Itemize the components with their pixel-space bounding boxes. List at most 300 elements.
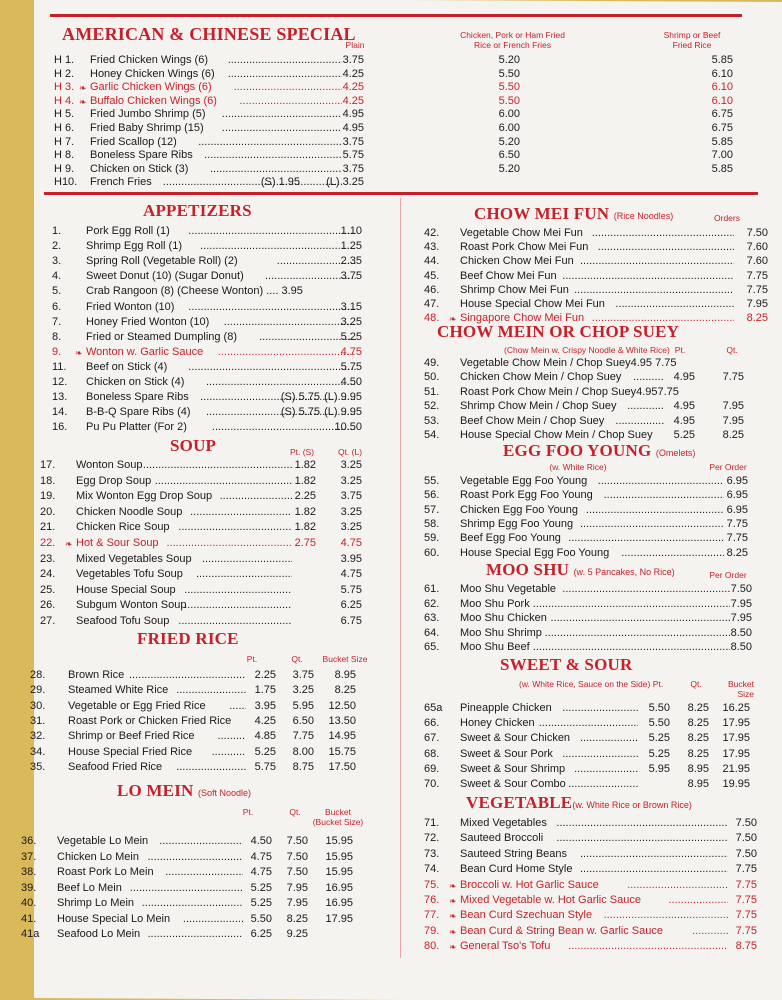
item-price: 7.50 (746, 227, 768, 239)
item-number: 65a (424, 702, 443, 714)
item-price: 15.75 (328, 745, 356, 758)
item-price: 7.95 (286, 897, 308, 909)
item-name: Beef on Stick (4) (86, 360, 168, 373)
item-price: 15.95 (325, 866, 353, 878)
egg-foo-young-subtitle: (Omelets) (655, 448, 696, 458)
item-name: House Special Chow Mei Fun (460, 298, 605, 310)
item-price: 7.50 (735, 832, 757, 845)
pepper-icon: ❧ (449, 314, 457, 325)
item-price: 4.75 (340, 568, 362, 581)
sweet-sour-subtitle: (w. White Rice, Sauce on the Side) (519, 679, 651, 689)
item-number: 61. (424, 583, 440, 595)
pepper-icon: ❧ (65, 539, 73, 549)
menu-item (424, 546, 770, 560)
item-number: 18. (40, 474, 56, 487)
menu-item (30, 714, 390, 728)
menu-item (424, 269, 770, 283)
pepper-icon: ❧ (449, 926, 457, 937)
menu-item (424, 488, 770, 502)
item-price: 3.95 (254, 699, 276, 712)
item-price: 6.75 (711, 122, 733, 134)
menu-item (424, 908, 770, 922)
item-name: Shrimp Lo Mein (57, 897, 135, 909)
col-header-plain: Plain (345, 40, 365, 50)
item-name: Beef Chow Mei Fun (460, 269, 557, 282)
menu-item (424, 611, 770, 625)
item-number: 11. (52, 360, 67, 373)
item-price: 6.50 (292, 714, 314, 727)
item-price: 17.50 (328, 760, 356, 773)
item-price: 5.25 (648, 747, 670, 760)
menu-item (52, 330, 392, 344)
menu-item (54, 135, 744, 149)
item-price: 6.25 (340, 599, 362, 612)
item-price: 4.50 (250, 835, 272, 847)
pepper-icon: ❧ (79, 96, 87, 107)
menu-item (424, 226, 770, 240)
item-number: 43. (424, 241, 440, 254)
item-number: 36. (21, 835, 37, 847)
menu-item (424, 747, 770, 761)
item-number: 31. (30, 714, 46, 727)
item-name: Beef Chow Mein / Chop Suey (460, 414, 605, 427)
item-number: 46. (424, 283, 440, 296)
menu-item (424, 878, 770, 892)
item-price: 7.75 (726, 517, 748, 530)
item-number: 80. (424, 940, 440, 953)
menu-item (424, 517, 770, 531)
item-number: 74. (424, 863, 440, 876)
item-number: 20. (40, 505, 56, 518)
item-price: 4.95 (673, 414, 695, 427)
item-name: Fried Wonton (10) (86, 300, 175, 313)
item-price: 5.50 (648, 702, 670, 714)
menu-item (424, 428, 770, 442)
item-number: 69. (424, 762, 440, 775)
item-price: 5.20 (498, 162, 520, 175)
item-number: 21. (40, 521, 56, 534)
menu-item (54, 107, 744, 121)
item-price: 5.25 (250, 881, 272, 894)
item-number: 19. (40, 490, 56, 503)
item-name: Sweet & Sour Combo (460, 778, 566, 790)
item-number: 1. (52, 225, 62, 237)
item-number: 68. (424, 747, 440, 760)
col-header-fr-qt: Qt. (291, 654, 303, 664)
item-price: 7.50 (286, 866, 308, 878)
item-name: Mixed Vegetables Soup (76, 552, 192, 565)
item-name: Chicken on Stick (3) (90, 162, 189, 175)
item-price: 1.25 (340, 240, 362, 253)
menu-item (21, 912, 391, 926)
egg-foo-young-note: (w. White Rice) (549, 462, 607, 472)
item-name: Vegetables Tofu Soup (76, 568, 183, 581)
item-price: 16.95 (325, 897, 353, 909)
menu-item (424, 893, 770, 907)
item-price: 7.50 (286, 850, 308, 863)
item-name: Wonton w. Garlic Sauce (86, 345, 204, 358)
item-number: 41. (21, 912, 37, 925)
item-number: 34. (30, 745, 46, 758)
item-number: 55. (424, 475, 440, 487)
item-price: 4.85 (254, 730, 276, 743)
item-price: 5.95 (292, 699, 314, 712)
item-price: 12.50 (328, 699, 356, 712)
menu-item (40, 552, 390, 566)
item-price: 8.95 (687, 778, 709, 790)
item-price: 5.50 (498, 67, 520, 80)
item-number: 51. (424, 385, 440, 398)
item-number: 9. (52, 345, 62, 358)
item-price: 7.00 (711, 149, 733, 162)
menu-item (21, 881, 391, 895)
item-name: Moo Shu Chicken (460, 612, 547, 625)
item-name: Brown Rice (68, 669, 125, 681)
item-number: 44. (424, 255, 440, 268)
item-number: 67. (424, 732, 440, 745)
menu-item (54, 175, 744, 189)
item-price: 4.75 (250, 866, 272, 878)
item-number: 42. (424, 227, 440, 239)
menu-item (30, 745, 390, 759)
menu-item (424, 939, 770, 953)
item-price: 2.25 (254, 669, 276, 681)
item-price: 6.50 (498, 149, 520, 162)
item-price: 6.10 (711, 67, 733, 80)
menu-item (52, 420, 392, 434)
item-price: 5.75 (340, 360, 362, 373)
item-price: 8.00 (292, 745, 314, 758)
item-number: 76. (424, 894, 440, 906)
item-price: 2.25 (294, 490, 316, 503)
menu-item (424, 777, 770, 791)
item-price: 14.95 (328, 730, 356, 743)
col-header-cm-qt: Qt. (726, 345, 738, 355)
item-number: 32. (30, 730, 46, 743)
item-price: 7.75 (735, 924, 757, 937)
item-name: Roast Pork or Chicken Fried Rice (68, 714, 232, 727)
menu-item (424, 399, 770, 413)
item-number: 60. (424, 546, 440, 559)
item-name: Hot & Sour Soup (76, 537, 159, 549)
item-number: 2. (52, 240, 62, 253)
item-number: 8. (52, 330, 62, 343)
lo-mein-subtitle: (Soft Noodle) (197, 788, 251, 798)
item-price: 5.85 (711, 54, 733, 66)
item-price: 4.75 (340, 537, 362, 549)
item-number: 65. (424, 641, 440, 654)
item-name: Mix Wonton Egg Drop Soup (76, 490, 213, 503)
item-price: 5.20 (498, 54, 520, 66)
item-name: Mixed Vegetables (460, 817, 547, 829)
pepper-icon: ❧ (79, 83, 87, 94)
item-number: 39. (21, 881, 37, 894)
item-number: H 4. (54, 94, 75, 107)
pepper-icon: ❧ (75, 347, 83, 358)
item-price: 4.95 (673, 400, 695, 413)
menu-item (52, 284, 392, 298)
section-title-egg-foo-young: EGG FOO YOUNG (Omelets) (503, 441, 696, 460)
item-name: Sweet Donut (10) (Sugar Donut) (86, 270, 244, 283)
item-price: 8.25 (687, 702, 709, 714)
menu-item (40, 567, 390, 581)
menu-item (54, 80, 744, 94)
menu-item (52, 269, 392, 283)
item-price: 4.95 (673, 371, 695, 384)
item-number: 5. (52, 285, 62, 298)
menu-item (54, 53, 744, 67)
item-name: B-B-Q Spare Ribs (4) (86, 406, 191, 419)
menu-item (424, 240, 770, 254)
item-number: 16. (52, 421, 68, 434)
item-price: 7.60 (746, 255, 768, 268)
menu-item (52, 254, 392, 268)
item-name: Roast Pork Lo Mein (57, 866, 154, 878)
item-price: 1.10 (340, 225, 362, 237)
item-name: Chicken Rice Soup (76, 521, 170, 534)
item-number: 56. (424, 489, 440, 502)
section-title-fried-rice: FRIED RICE (137, 629, 239, 648)
item-number: H 2. (54, 67, 75, 80)
item-name: Chicken on Stick (4) (86, 376, 185, 388)
item-number: 64. (424, 626, 440, 639)
item-price: 17.95 (722, 717, 750, 730)
col-header-ss-qt: Qt. (690, 679, 702, 689)
menu-item (424, 582, 770, 596)
item-price: 5.85 (711, 162, 733, 175)
item-name: Buffalo Chicken Wings (6) (90, 94, 217, 107)
item-price: 3.75 (340, 490, 362, 503)
leader-dots (184, 598, 292, 612)
item-price: 7.95 (730, 612, 752, 625)
item-price: 3.75 (340, 270, 362, 283)
item-number: 45. (424, 269, 440, 282)
item-price: 4.25 (342, 81, 364, 94)
item-number: 53. (424, 414, 440, 427)
item-price: 7.75 (726, 532, 748, 545)
item-number: 48. (424, 312, 440, 325)
item-name: House Special Lo Mein (57, 912, 171, 925)
item-name: Pineapple Chicken (460, 702, 552, 714)
item-price: 6.95 (726, 475, 748, 487)
menu-item (40, 598, 390, 612)
item-price: 8.25 (722, 429, 744, 441)
item-name: Honey Chicken Wings (6) (90, 67, 215, 80)
menu-item (424, 385, 770, 399)
menu-item (21, 865, 391, 879)
item-name: Moo Shu Vegetable (460, 583, 557, 595)
item-name: Pu Pu Platter (For 2) (86, 421, 187, 434)
item-number: 7. (52, 315, 62, 328)
item-price-small: (S) 5.75 (280, 391, 320, 404)
item-name: Vegetable Lo Mein (57, 835, 149, 847)
item-price: 6.25 (250, 928, 272, 940)
item-price: (L) 3.25 (326, 176, 364, 189)
section-title-lo-mein: LO MEIN (Soft Noodle) (117, 781, 251, 800)
col-header-rice: Chicken, Pork or Ham Fried Rice or French Fries (460, 30, 565, 50)
item-name: Shrimp Chow Mein / Chop Suey (460, 400, 617, 413)
item-price: 2.75 (294, 537, 316, 549)
item-name: Honey Fried Wonton (10) (86, 315, 210, 328)
item-price: 3.25 (340, 459, 362, 471)
item-price: 1.82 (294, 505, 316, 518)
chow-mei-fun-subtitle: (Rice Noodles) (613, 211, 674, 221)
item-number: 52. (424, 400, 440, 413)
menu-item (424, 626, 770, 640)
item-name: Roast Pork Chow Mei Fun (460, 241, 589, 254)
item-price: 5.50 (498, 94, 520, 107)
item-number: 63. (424, 612, 440, 625)
menu-item (424, 503, 770, 517)
item-number: 59. (424, 532, 440, 545)
item-price: 16.25 (722, 702, 750, 714)
item-price: 3.75 (342, 162, 364, 175)
item-name: Mixed Vegetable w. Hot Garlic Sauce (460, 894, 641, 906)
item-name: Pork Egg Roll (1) (86, 225, 170, 237)
menu-item (424, 816, 770, 830)
item-name: House Special Soup (76, 583, 176, 596)
menu-item (54, 121, 744, 135)
item-number: 37. (21, 850, 37, 863)
leader-dots (178, 614, 292, 628)
item-price: 4.75 (340, 345, 362, 358)
item-name: Crab Rangoon (8) (Cheese Wonton) .... 3.95 (86, 285, 303, 298)
item-number: 40. (21, 897, 37, 909)
item-price: 5.50 (250, 912, 272, 925)
item-number: 30. (30, 699, 46, 712)
item-name: Sauteed Broccoli (460, 832, 544, 845)
item-name: General Tso's Tofu (460, 940, 551, 953)
item-price: 8.25 (687, 747, 709, 760)
menu-item (424, 474, 770, 488)
item-price: 8.75 (292, 760, 314, 773)
col-header-efy-per-order: Per Order (709, 462, 747, 472)
col-header-cm-pt: Pt. (674, 345, 686, 355)
menu-item (52, 375, 392, 389)
item-price-small: (S) 1.95 (260, 176, 300, 189)
item-number: 24. (40, 568, 56, 581)
item-name: Beef Egg Foo Young (460, 532, 561, 545)
item-number: 26. (40, 599, 56, 612)
item-price: 1.75 (254, 684, 276, 697)
item-number: H 1. (54, 54, 75, 66)
item-price: 6.75 (340, 615, 362, 627)
menu-item (424, 716, 770, 730)
item-name: Garlic Chicken Wings (6) (90, 81, 212, 94)
item-number: 50. (424, 371, 440, 384)
item-name: Sweet & Sour Shrimp (460, 762, 566, 775)
item-price: 5.75 (254, 760, 276, 773)
item-price: 5.75 (340, 583, 362, 596)
menu-item (54, 162, 744, 176)
menu-item (40, 536, 390, 550)
item-name: Fried Jumbo Shrimp (5) (90, 108, 206, 121)
menu-item (30, 729, 390, 743)
col-header-soup-pt: Pt. (S) (289, 447, 315, 457)
item-price: 5.25 (250, 897, 272, 909)
menu-item (30, 699, 390, 713)
item-name: Egg Drop Soup (76, 474, 152, 487)
item-name: Spring Roll (Vegetable Roll) (2) (86, 255, 238, 268)
item-price: 5.25 (254, 745, 276, 758)
item-price: 7.75 (746, 283, 768, 296)
item-price: (L) 9.95 (324, 406, 362, 419)
section-title-sweet-sour: SWEET & SOUR (500, 655, 633, 674)
col-header-ms-per-order: Per Order (709, 570, 747, 580)
col-header-soup-qt: Qt. (L) (337, 447, 363, 457)
item-name: Bean Curd & String Bean w. Garlic Sauce (460, 924, 663, 937)
item-price: 8.25 (746, 312, 768, 325)
item-name: Fried or Steamed Dumpling (8) (86, 330, 238, 343)
item-price: 21.95 (722, 762, 750, 775)
item-price: 5.85 (711, 135, 733, 148)
menu-item (40, 583, 390, 597)
menu-item (40, 520, 390, 534)
item-price: 4.95 (342, 108, 364, 121)
item-price: 4.25 (254, 714, 276, 727)
menu-item (30, 668, 390, 682)
pepper-icon: ❧ (449, 942, 457, 953)
item-price: 8.75 (735, 940, 757, 953)
item-price: 3.75 (342, 135, 364, 148)
menu-item (21, 850, 391, 864)
item-name: Sweet & Sour Chicken (460, 732, 571, 745)
item-number: 75. (424, 878, 440, 891)
vegetable-subtitle: (w. White Rice or Brown Rice) (572, 800, 692, 810)
menu-item (54, 67, 744, 81)
menu-item (40, 474, 390, 488)
item-price: 8.50 (730, 641, 752, 654)
item-price: 6.95 (726, 503, 748, 516)
item-price: 7.95 (730, 597, 752, 610)
item-number: 79. (424, 924, 440, 937)
item-price: 3.15 (340, 300, 362, 313)
col-header-ss-bucket: Bucket Size (728, 679, 754, 699)
item-number: 54. (424, 429, 440, 441)
section-title-appetizers: APPETIZERS (143, 201, 252, 220)
item-number: 17. (40, 459, 56, 471)
item-name: Steamed White Rice (68, 684, 169, 697)
leader-dots (568, 777, 638, 791)
item-price: 6.10 (711, 94, 733, 107)
item-price: 7.75 (735, 909, 757, 922)
item-name: Moo Shu Beef (460, 641, 530, 654)
section-title-moo-shu: MOO SHU (w. 5 Pancakes, No Rice) (486, 560, 675, 579)
item-name: Wonton Soup (76, 459, 143, 471)
item-number: 12. (52, 376, 68, 388)
col-header-lm-qt: Qt. (289, 807, 301, 817)
item-name: Sauteed String Beans (460, 847, 568, 860)
item-price: 10.50 (334, 421, 362, 434)
item-price: 16.95 (325, 881, 353, 894)
item-price: 9.25 (286, 928, 308, 940)
menu-item (52, 345, 392, 359)
item-number: H 5. (54, 108, 75, 121)
item-number: H 6. (54, 122, 75, 134)
item-name: Boneless Spare Ribs (90, 149, 193, 162)
item-name: Shrimp Chow Mei Fun (460, 283, 569, 296)
section-title-soup: SOUP (170, 436, 217, 455)
menu-item (52, 390, 392, 404)
item-number: 66. (424, 717, 440, 730)
col-header-cmf-orders: Orders (714, 213, 740, 223)
item-price: 7.95 (286, 881, 308, 894)
section-title-american: AMERICAN & CHINESE SPECIAL (62, 24, 356, 44)
item-name: Sweet & Sour Pork (460, 747, 553, 760)
item-price: 8.50 (730, 626, 752, 639)
menu-item (424, 731, 770, 745)
item-price: 7.50 (735, 817, 757, 829)
